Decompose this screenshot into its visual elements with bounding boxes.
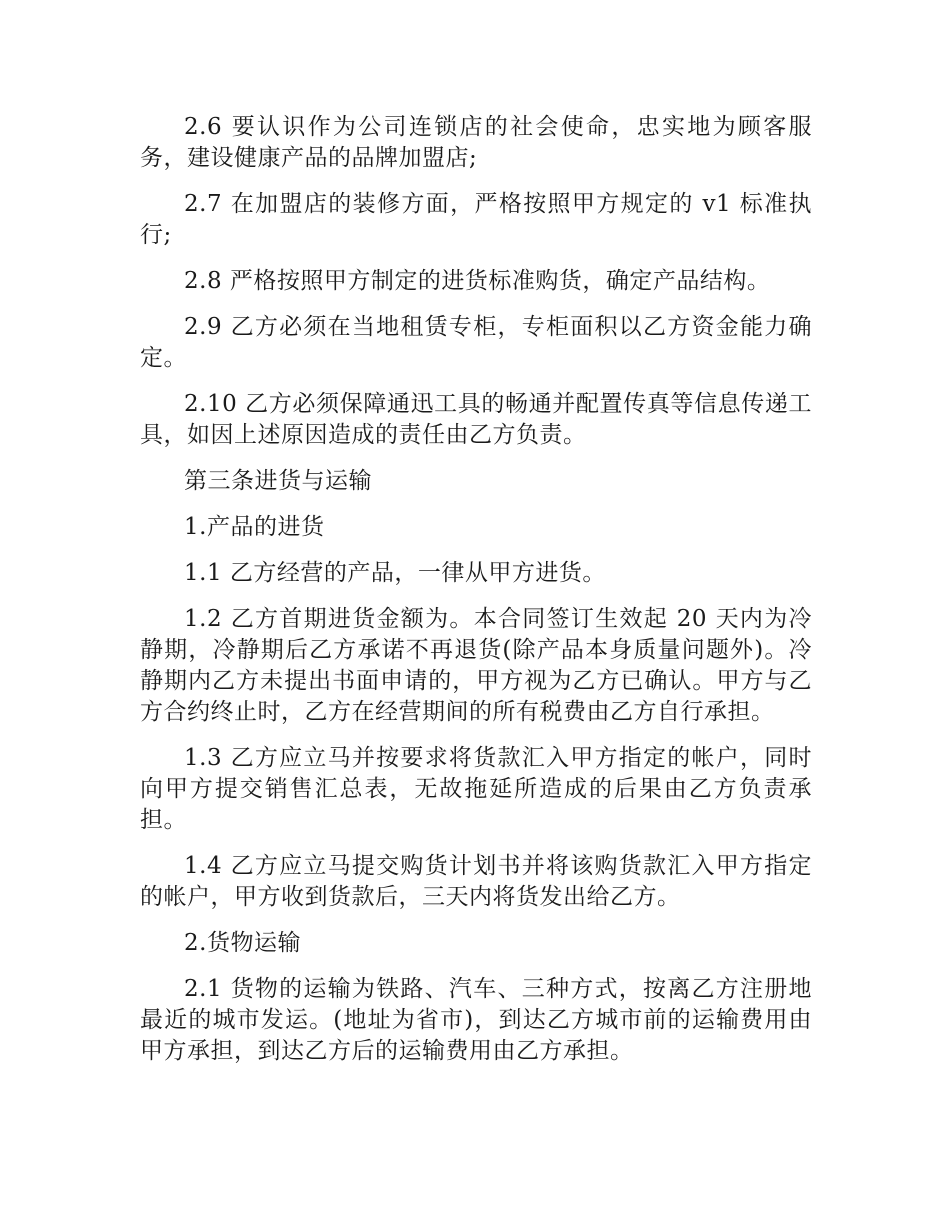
clause-2-10: 2.10 乙方必须保障通迅工具的畅通并配置传真等信息传递工具，如因上述原因造成的责任由乙方负责。 (140, 391, 812, 448)
subheading-product-purchase: 1.产品的进货 (184, 514, 325, 540)
clause-2-7: 2.7 在加盟店的装修方面，严格按照甲方规定的 v1 标准执行; (140, 191, 812, 248)
clause-1-2: 1.2 乙方首期进货金额为。本合同签订生效起 20 天内为冷静期，冷静期后乙方承诺不再退货(除产品本身质量问题外)。冷静期内乙方未提出书面申请的，甲方视为乙方已确认。甲方与乙方合约终止时，乙方在经营期间的所有税费由乙方自行承担。 (140, 606, 812, 725)
document-body (140, 112, 812, 1082)
clause-2-9: 2.9 乙方必须在当地租赁专柜，专柜面积以乙方资金能力确定。 (140, 314, 812, 371)
clause-2-8: 2.8 严格按照甲方制定的进货标准购货，确定产品结构。 (184, 268, 771, 294)
clause-1-4: 1.4 乙方应立马提交购货计划书并将该购货款汇入甲方指定的帐户，甲方收到货款后，三天内将货发出给乙方。 (140, 853, 812, 910)
clause-2-1: 2.1 货物的运输为铁路、汽车、三种方式，按离乙方注册地最近的城市发运。(地址为省市)，到达乙方城市前的运输费用由甲方承担，到达乙方后的运输费用由乙方承担。 (140, 976, 812, 1064)
clause-1-3: 1.3 乙方应立马并按要求将货款汇入甲方指定的帐户，同时向甲方提交销售汇总表，无故拖延所造成的后果由乙方负责承担。 (140, 745, 812, 833)
subheading-goods-transport: 2.货物运输 (184, 930, 301, 956)
clause-1-1: 1.1 乙方经营的产品，一律从甲方进货。 (184, 560, 606, 586)
section-heading-article-3: 第三条进货与运输 (184, 468, 372, 494)
clause-2-6: 2.6 要认识作为公司连锁店的社会使命，忠实地为顾客服务，建设健康产品的品牌加盟店; (140, 114, 812, 171)
